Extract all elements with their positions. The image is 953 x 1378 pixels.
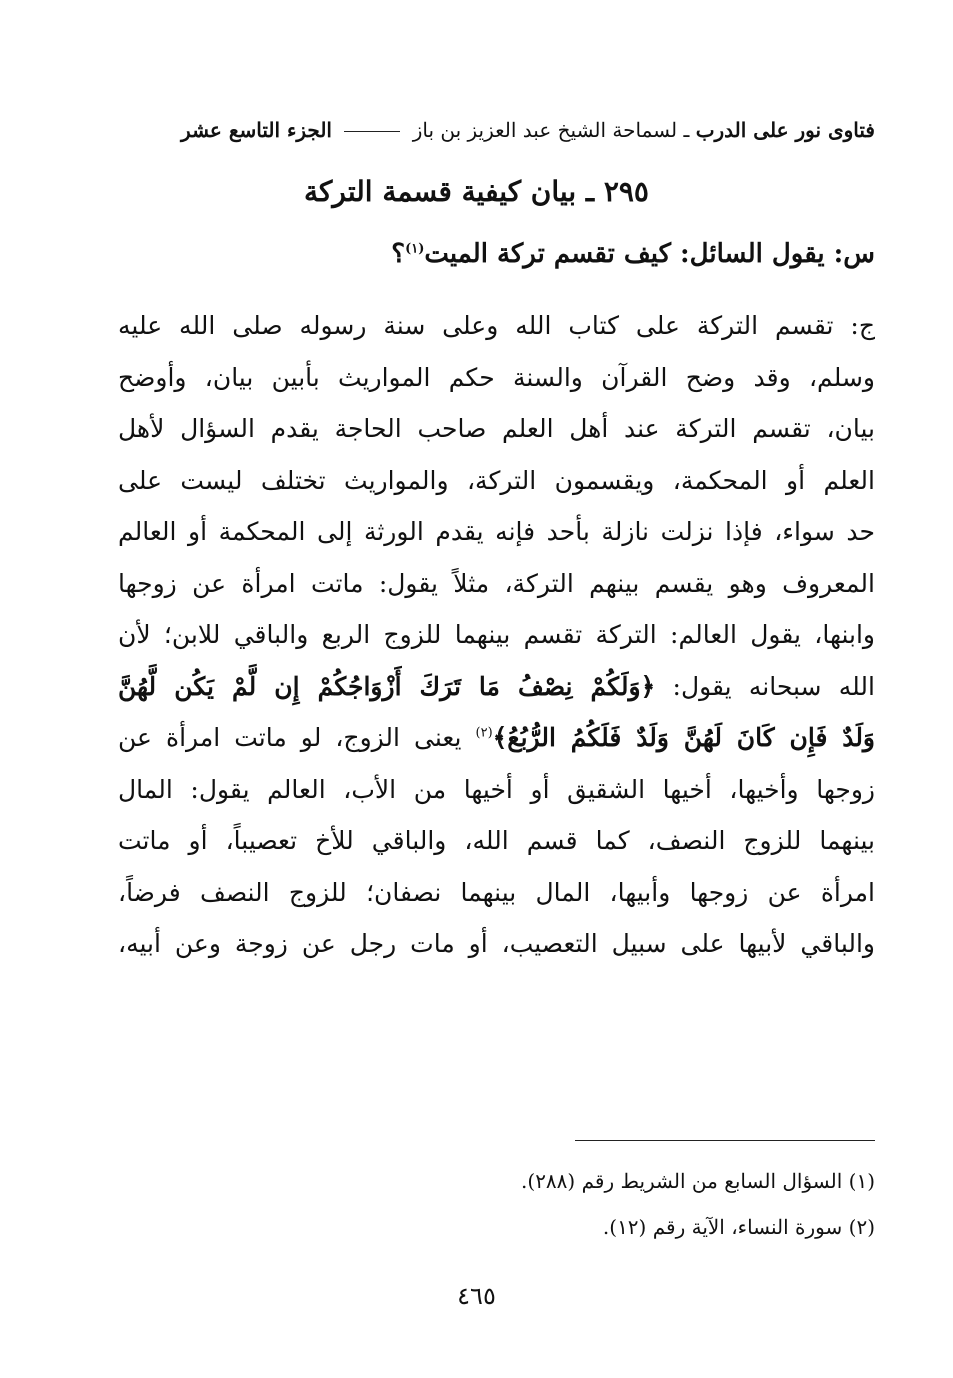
page-number: ٤٦٥	[457, 1282, 496, 1310]
quran-verse-part-2: وَلَدٌ فَإِن كَانَ لَهُنَّ وَلَدٌ فَلَكُمُ الرُّبُعُ﴾	[492, 723, 875, 752]
answer-line: حد سواء، فإذا نزلت نازلة بأحد فإنه يقدم الورثة إلى المحكمة أو العالم	[118, 517, 875, 546]
answer-line: المعروف وهو يقسم بينهم التركة، مثلاً يقول: ماتت امرأة عن زوجها	[118, 568, 875, 598]
quran-line-1	[118, 661, 875, 713]
answer-body	[118, 300, 875, 970]
section-title: ٢٩٥ ـ بيان كيفية قسمة التركة	[304, 175, 649, 208]
footnote-2: (٢) سورة النساء، الآية رقم (١٢).	[602, 1215, 875, 1239]
answer-line: امرأة عن زوجها وأبيها، المال بينهما نصفان؛ للزوج النصف فرضاً،	[118, 877, 875, 907]
quran-verse-part-1: ﴿وَلَكُمْ نِصْفُ مَا تَرَكَ أَزْوَاجُكُمْ إِن لَّمْ يَكُن لَّهُنَّ	[118, 671, 656, 701]
header-separator	[344, 131, 400, 132]
answer-line: وابنها، يقول العالم: التركة تقسم بينهما للزوج الربع والباقي للابن؛ لأن	[118, 620, 875, 649]
author-name: لسماحة الشيخ عبد العزيز بن باز	[412, 118, 678, 142]
footnote-1: (١) السؤال السابع من الشريط رقم (٢٨٨).	[521, 1169, 875, 1193]
answer-line: بيان، تقسم التركة عند أهل العلم صاحب الحاجة يقدم السؤال لأهل	[118, 414, 875, 443]
volume-label: الجزء التاسع عشر	[181, 118, 332, 142]
answer-line: وسلم، وقد وضح القرآن والسنة حكم المواريث بأبين بيان، وأوضح	[118, 362, 875, 392]
book-title: فتاوى نور على الدرب	[695, 118, 875, 142]
running-header: فتاوى نور على الدرب ـ لسماحة الشيخ عبد العزيز بن باز الجزء التاسع عشر	[181, 118, 875, 142]
quran-after-text: يعنى الزوج، لو ماتت امرأة عن	[118, 723, 476, 752]
answer-line: ج: تقسم التركة على كتاب الله وعلى سنة رسوله صلى الله عليه	[118, 311, 875, 340]
footnotes	[120, 1158, 875, 1250]
footnote-divider	[575, 1140, 875, 1141]
footnote-ref-2: (٢)	[475, 725, 493, 741]
answer-line: بينهما للزوج النصف، كما قسم الله، والباقي للأخ تعصيباً، أو ماتت	[118, 826, 875, 855]
question	[120, 232, 875, 276]
answer-line: والباقي لأبيها على سبيل التعصيب، أو مات رجل عن زوجة وعن أبيه،	[118, 929, 875, 958]
question-mark: ؟	[391, 239, 406, 269]
quran-line-2	[118, 712, 875, 764]
question-text: س: يقول السائل: كيف تقسم تركة الميت	[424, 239, 875, 269]
answer-line: زوجها وأخيها، أخيها الشقيق أو أخيها من الأب، العالم يقول: المال	[118, 774, 875, 804]
footnote-ref-1: (١)	[405, 241, 425, 257]
answer-line: العلم أو المحكمة، ويقسمون التركة، والمواريث تختلف ليست على	[118, 465, 875, 495]
quran-intro: الله سبحانه يقول:	[655, 671, 875, 701]
